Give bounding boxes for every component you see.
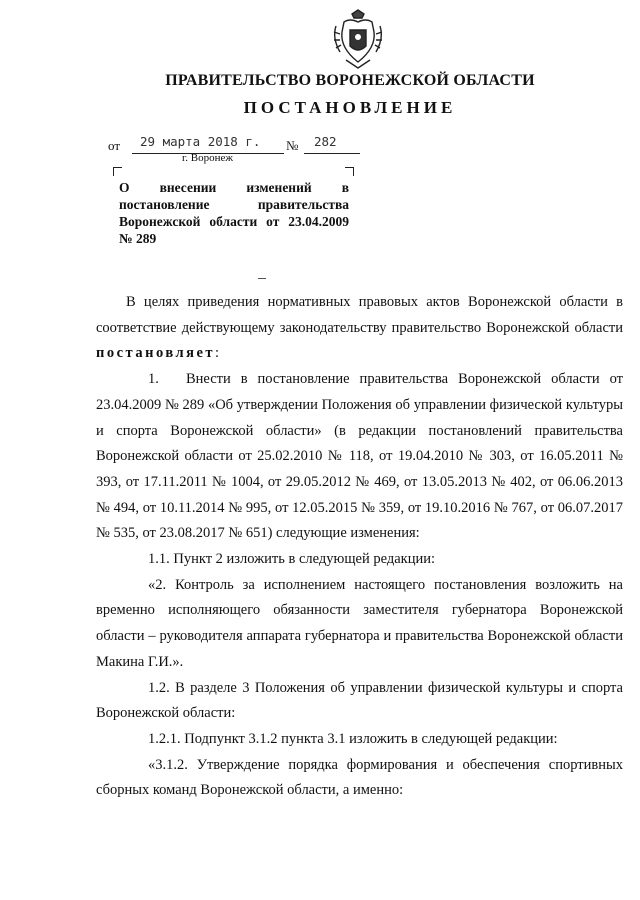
intro-end: : [215, 345, 220, 362]
item-1-number: 1. [148, 371, 159, 388]
bracket-corner-left [113, 167, 122, 176]
number-value: 282 [314, 134, 337, 149]
item-1-text: Внести в постановление правительства Воронежской области от 23.04.2009 № 289 «Об утверждении Положения об управлении физической культуры и спорта Воронежской области» (в редакции постановлений правительства Воронежской области от 25.02.2010 № 118, от 19.04.2010 № 303, от 16.05.2011 № 393, от 17.11.2011 № 1004, от 29.05.2012 № 469, от 13.05.2013 № 402, от 06.06.2013 № 494, от 10.11.2014 № 995, от 12.05.2015 № 359, от 19.10.2016 № 767, от 06.07.2017 № 535, от 23.08.2017 № 651) следующие изменения: [96, 371, 623, 542]
document-subject: О внесении изменений в постановление правительства Воронежской области от 23.04.2009 № 289 [119, 180, 349, 246]
intro-text: В целях приведения нормативных правовых актов Воронежской области в соответствие действующему законодательству правительство Воронежской области [96, 294, 623, 336]
intro-paragraph [96, 290, 623, 367]
item-1-2-1-paragraph: 1.2.1. Подпункт 3.1.2 пункта 3.1 изложить в следующей редакции: [148, 730, 558, 747]
coat-of-arms-icon [330, 8, 386, 70]
intro-keyword: постановляет [96, 345, 216, 362]
date-prefix: от [108, 138, 121, 153]
quote-3-1-2-paragraph: «3.1.2. Утверждение порядка формирования и обеспечения спортивных сборных команд Воронежской области, а именно: [96, 756, 623, 799]
separator-mark [258, 278, 266, 279]
item-1-2-paragraph: 1.2. В разделе 3 Положения об управлении физической культуры и спорта Воронежской области: [96, 679, 623, 722]
government-title: ПРАВИТЕЛЬСТВО ВОРОНЕЖСКОЙ ОБЛАСТИ [165, 72, 535, 89]
city-name: г. Воронеж [182, 152, 233, 164]
date-value: 29 марта 2018 г. [140, 134, 261, 149]
item-1-paragraph [96, 367, 623, 547]
number-prefix: № [286, 138, 299, 153]
quote-2-paragraph: «2. Контроль за исполнением настоящего постановления возложить на временно исполняющего обязанности заместителя губернатора Воронежской области – руководителя аппарата губернатора и правительства Воронежской области Макина Г.И.». [96, 576, 623, 670]
document-body [96, 290, 623, 804]
number-underline [304, 153, 360, 154]
document-type: ПОСТАНОВЛЕНИЕ [243, 98, 457, 117]
item-1-1-paragraph: 1.1. Пункт 2 изложить в следующей редакции: [148, 551, 436, 568]
bracket-corner-right [345, 167, 354, 176]
